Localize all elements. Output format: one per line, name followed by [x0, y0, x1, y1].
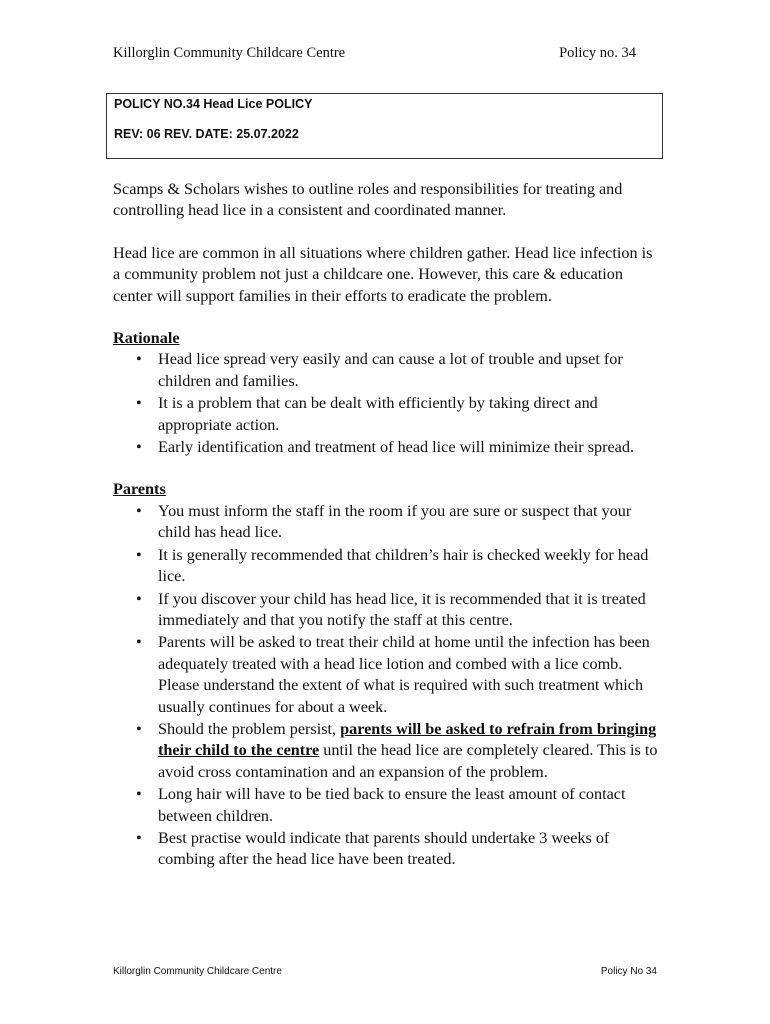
list-item: • Parents will be asked to treat their child at home until the infection has been adequately treated with a head lice lotion and combed with a lice comb. Please understand the extent of what is required with such treatment which usually continues for about a week. — [136, 633, 650, 716]
rationale-heading: Rationale — [113, 329, 180, 348]
list-item: • Early identification and treatment of head lice will minimize their spread. — [158, 437, 661, 458]
emphasized-text: parents will be asked to refrain from bringing their child to the centre — [158, 719, 657, 760]
bullet-icon: • — [136, 589, 142, 608]
document-body — [113, 179, 661, 892]
list-item: • Best practise would indicate that parents should undertake 3 weeks of combing after the head lice have been treated. — [136, 828, 610, 869]
header-policy-number: Policy no. 34 — [559, 45, 636, 61]
list-item: • You must inform the staff in the room if you are sure or suspect that your child has head lice. — [136, 501, 632, 542]
parents-heading: Parents — [113, 480, 166, 499]
parents-list — [113, 501, 661, 871]
page-header — [113, 45, 636, 65]
list-item: • Head lice spread very easily and can cause a lot of trouble and upset for children and families. — [136, 350, 623, 390]
header-organization: Killorglin Community Childcare Centre — [113, 45, 346, 61]
policy-info-box — [106, 93, 663, 159]
list-item: • Long hair will have to be tied back to ensure the least amount of contact between children. — [136, 785, 626, 825]
bullet-icon: • — [136, 501, 142, 520]
list-item: • If you discover your child has head lice, it is recommended that it is treated immediately and that you notify the staff at this centre. — [136, 589, 646, 629]
list-item: • It is generally recommended that children’s hair is checked weekly for head lice. — [136, 545, 649, 586]
policy-revision: REV: 06 REV. DATE: 25.07.2022 — [114, 127, 299, 141]
policy-title: POLICY NO.34 Head Lice POLICY — [114, 97, 313, 111]
intro-paragraph-1: Scamps & Scholars wishes to outline roles and responsibilities for treating and controlling head lice in a consistent and coordinated manner. — [113, 180, 623, 220]
bullet-icon: • — [136, 633, 142, 652]
page-footer — [113, 966, 657, 982]
bullet-icon: • — [136, 545, 142, 564]
bullet-icon: • — [136, 350, 142, 369]
rationale-list — [113, 349, 661, 458]
bullet-icon: • — [136, 719, 142, 738]
bullet-icon: • — [136, 394, 142, 413]
list-item: • It is a problem that can be dealt with efficiently by taking direct and appropriate action. — [136, 394, 598, 434]
footer-policy-number: Policy No 34 — [600, 966, 657, 977]
footer-organization: Killorglin Community Childcare Centre — [113, 966, 282, 977]
bullet-icon: • — [136, 828, 142, 847]
intro-paragraph-2: Head lice are common in all situations where children gather. Head lice infection is a community problem not just a childcare one. However, this care & education center will support families in their efforts to eradicate the problem. — [113, 243, 653, 305]
list-item: • Should the problem persist, parents will be asked to refrain from bringing their child to the centre until the head lice are completely cleared. This is to avoid cross contamination and an expansion of the problem. — [136, 719, 658, 781]
bullet-icon: • — [136, 438, 142, 457]
bullet-icon: • — [136, 785, 142, 804]
